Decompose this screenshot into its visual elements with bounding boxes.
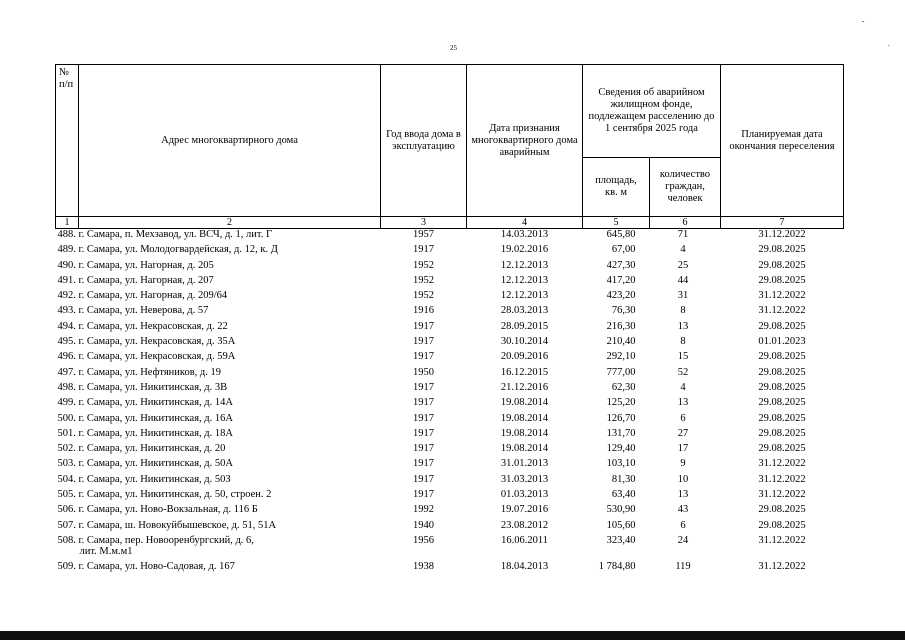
cell-area: 63,40 [611, 489, 636, 501]
relocation-table [55, 64, 844, 576]
cell-planned-date: 29.08.2025 [758, 519, 806, 531]
cell-area: 1 784,80 [598, 560, 636, 572]
cell-year: 1917 [413, 336, 434, 348]
cell-date-recognized: 28.09.2015 [500, 320, 549, 332]
cell-count: 27 [677, 427, 689, 439]
cell-count: 24 [677, 534, 689, 546]
header-count: количество граждан, человек [650, 158, 721, 217]
cell-area: 103,10 [606, 458, 636, 470]
scan-edge [0, 631, 905, 640]
table-row [56, 397, 844, 412]
cell-planned-date: 01.01.2023 [758, 336, 806, 348]
cell-area: 210,40 [606, 336, 636, 348]
cell-year: 1952 [413, 259, 434, 271]
cell-year: 1917 [413, 381, 434, 393]
cell-address: 494. г. Самара, ул. Некрасовская, д. 22 [57, 320, 228, 332]
cell-address: 496. г. Самара, ул. Некрасовская, д. 59А [57, 351, 236, 363]
cell-date-recognized: 16.12.2015 [500, 366, 549, 378]
cell-area: 129,40 [606, 443, 636, 455]
cell-planned-date: 31.12.2022 [758, 534, 806, 546]
cell-date-recognized: 12.12.2013 [500, 290, 549, 302]
scan-mark: - [862, 17, 865, 25]
table-row [56, 413, 844, 428]
table-row [56, 561, 844, 576]
cell-area: 105,60 [606, 519, 636, 531]
cell-year: 1917 [413, 320, 434, 332]
cell-count: 71 [677, 229, 689, 240]
cell-area: 131,70 [606, 427, 636, 439]
header-info-group: Сведения об аварийном жилищном фонде, подлежащем расселению до 1 сентября 2025 года [583, 65, 721, 158]
cell-address: 497. г. Самара, ул. Нефтяников, д. 19 [57, 366, 222, 378]
cell-count: 13 [677, 397, 689, 409]
cell-year: 1917 [413, 473, 434, 485]
cell-area: 125,20 [606, 397, 636, 409]
cell-address: 491. г. Самара, ул. Нагорная, д. 207 [57, 274, 214, 286]
cell-planned-date: 31.12.2022 [758, 458, 806, 470]
header-num: № п/п [56, 65, 79, 217]
cell-date-recognized: 12.12.2013 [500, 274, 549, 286]
table-row [56, 504, 844, 519]
cell-area: 427,30 [606, 259, 636, 271]
scan-mark: . [888, 40, 890, 48]
cell-year: 1917 [413, 351, 434, 363]
cell-address: 490. г. Самара, ул. Нагорная, д. 205 [57, 259, 214, 271]
cell-year: 1956 [413, 534, 434, 546]
cell-count: 15 [677, 351, 689, 363]
cell-date-recognized: 19.07.2016 [500, 504, 549, 516]
cell-count: 4 [680, 244, 686, 256]
cell-planned-date: 29.08.2025 [758, 274, 806, 286]
cell-address: 506. г. Самара, ул. Ново-Вокзальная, д. 116 Б [57, 504, 258, 516]
cell-planned-date: 31.12.2022 [758, 560, 806, 572]
cell-count: 6 [680, 412, 686, 424]
cell-planned-date: 29.08.2025 [758, 320, 806, 332]
column-index: 7 [721, 217, 844, 229]
cell-count: 52 [677, 366, 689, 378]
cell-year: 1917 [413, 443, 434, 455]
cell-address: 505. г. Самара, ул. Никитинская, д. 50, строен. 2 [57, 489, 272, 501]
cell-count: 43 [677, 504, 689, 516]
column-index: 2 [79, 217, 381, 229]
cell-area: 645,80 [606, 229, 636, 240]
table-row [56, 443, 844, 458]
cell-date-recognized: 20.09.2016 [500, 351, 549, 363]
cell-year: 1940 [413, 519, 434, 531]
cell-date-recognized: 19.08.2014 [500, 412, 549, 424]
cell-planned-date: 31.12.2022 [758, 489, 806, 501]
cell-address: 495. г. Самара, ул. Некрасовская, д. 35А [57, 336, 236, 348]
cell-date-recognized: 23.08.2012 [500, 519, 549, 531]
cell-area: 62,30 [611, 381, 636, 393]
cell-area: 423,20 [606, 290, 636, 302]
table-row [56, 489, 844, 504]
cell-address: 503. г. Самара, ул. Никитинская, д. 50А [57, 458, 233, 470]
cell-address: 500. г. Самара, ул. Никитинская, д. 16А [57, 412, 233, 424]
cell-address: 504. г. Самара, ул. Никитинская, д. 50З [57, 473, 231, 485]
table-row [56, 305, 844, 320]
cell-area: 126,70 [606, 412, 636, 424]
cell-year: 1917 [413, 489, 434, 501]
cell-address: 501. г. Самара, ул. Никитинская, д. 18А [57, 427, 233, 439]
cell-count: 44 [677, 274, 689, 286]
cell-area: 76,30 [611, 305, 636, 317]
page-number: 25 [450, 44, 457, 52]
cell-planned-date: 29.08.2025 [758, 244, 806, 256]
cell-address: 502. г. Самара, ул. Никитинская, д. 20 [57, 443, 226, 455]
cell-area: 216,30 [606, 320, 636, 332]
table-row [56, 351, 844, 366]
table-row [56, 229, 844, 245]
cell-year: 1992 [413, 504, 434, 516]
cell-address: 493. г. Самара, ул. Неверова, д. 57 [57, 305, 209, 317]
cell-planned-date: 29.08.2025 [758, 381, 806, 393]
cell-year: 1917 [413, 427, 434, 439]
cell-date-recognized: 19.08.2014 [500, 397, 549, 409]
cell-count: 10 [677, 473, 689, 485]
table-row [56, 535, 844, 561]
cell-date-recognized: 19.02.2016 [500, 244, 549, 256]
table-row [56, 260, 844, 275]
cell-address: 492. г. Самара, ул. Нагорная, д. 209/64 [57, 290, 228, 302]
cell-count: 25 [677, 259, 689, 271]
cell-year: 1952 [413, 290, 434, 302]
table-row [56, 458, 844, 473]
cell-year: 1952 [413, 274, 434, 286]
cell-planned-date: 29.08.2025 [758, 259, 806, 271]
header-date-recognized: Дата признания многоквартирного дома аварийным [467, 65, 583, 217]
cell-address: 499. г. Самара, ул. Никитинская, д. 14А [57, 397, 233, 409]
cell-area: 292,10 [606, 351, 636, 363]
table-row [56, 474, 844, 489]
cell-count: 9 [680, 458, 686, 470]
cell-planned-date: 29.08.2025 [758, 397, 806, 409]
cell-count: 6 [680, 519, 686, 531]
cell-planned-date: 29.08.2025 [758, 412, 806, 424]
cell-planned-date: 31.12.2022 [758, 305, 806, 317]
cell-address: 498. г. Самара, ул. Никитинская, д. 3В [57, 381, 228, 393]
cell-area: 323,40 [606, 534, 636, 546]
cell-year: 1957 [413, 229, 434, 240]
header-planned-date: Планируемая дата окончания переселения [721, 65, 844, 217]
cell-area: 530,90 [606, 504, 636, 516]
cell-planned-date: 29.08.2025 [758, 366, 806, 378]
cell-planned-date: 29.08.2025 [758, 351, 806, 363]
cell-date-recognized: 31.03.2013 [500, 473, 549, 485]
cell-address: 488. г. Самара, п. Мехзавод, ул. ВСЧ, д. 1, лит. Г [57, 229, 273, 240]
column-index: 5 [583, 217, 650, 229]
cell-year: 1917 [413, 244, 434, 256]
cell-count: 119 [675, 560, 691, 572]
cell-date-recognized: 19.08.2014 [500, 427, 549, 439]
cell-date-recognized: 28.03.2013 [500, 305, 549, 317]
cell-date-recognized: 01.03.2013 [500, 489, 549, 501]
cell-area: 67,00 [611, 244, 636, 256]
table-body [56, 229, 844, 577]
cell-address: 489. г. Самара, ул. Молодогвардейская, д. 12, к. Д [57, 244, 278, 256]
table-row [56, 428, 844, 443]
cell-planned-date: 29.08.2025 [758, 504, 806, 516]
cell-address: 507. г. Самара, ш. Новокуйбышевское, д. 51, 51А [57, 519, 277, 531]
cell-year: 1917 [413, 412, 434, 424]
cell-planned-date: 29.08.2025 [758, 427, 806, 439]
cell-year: 1916 [413, 305, 434, 317]
cell-date-recognized: 16.06.2011 [501, 534, 548, 546]
cell-year: 1950 [413, 366, 434, 378]
cell-year: 1938 [413, 560, 434, 572]
table-row [56, 290, 844, 305]
cell-area: 81,30 [611, 473, 636, 485]
cell-date-recognized: 18.04.2013 [500, 560, 549, 572]
table-row [56, 321, 844, 336]
cell-count: 8 [680, 305, 686, 317]
cell-planned-date: 31.12.2022 [758, 290, 806, 302]
cell-count: 8 [680, 336, 686, 348]
table-row [56, 244, 844, 259]
header-address: Адрес многоквартирного дома [79, 65, 381, 217]
cell-year: 1917 [413, 397, 434, 409]
cell-date-recognized: 19.08.2014 [500, 443, 549, 455]
cell-count: 13 [677, 320, 689, 332]
cell-address: 508. г. Самара, пер. Новооренбургский, д. 6, лит. М.м.м1 [57, 534, 254, 557]
cell-year: 1917 [413, 458, 434, 470]
header-year: Год ввода дома в эксплуатацию [381, 65, 467, 217]
cell-count: 13 [677, 489, 689, 501]
cell-count: 4 [680, 381, 686, 393]
cell-count: 31 [677, 290, 689, 302]
cell-planned-date: 31.12.2022 [758, 229, 806, 240]
table-row [56, 382, 844, 397]
cell-date-recognized: 14.03.2013 [500, 229, 549, 240]
cell-area: 417,20 [606, 274, 636, 286]
column-index: 3 [381, 217, 467, 229]
cell-count: 17 [677, 443, 689, 455]
column-index: 4 [467, 217, 583, 229]
cell-planned-date: 29.08.2025 [758, 443, 806, 455]
cell-date-recognized: 31.01.2013 [500, 458, 549, 470]
table-row [56, 336, 844, 351]
cell-address: 509. г. Самара, ул. Ново-Садовая, д. 167 [57, 560, 235, 572]
header-area: площадь, кв. м [583, 158, 650, 217]
table-row [56, 520, 844, 535]
cell-date-recognized: 30.10.2014 [500, 336, 549, 348]
cell-date-recognized: 21.12.2016 [500, 381, 549, 393]
cell-area: 777,00 [606, 366, 636, 378]
table-row [56, 275, 844, 290]
column-index: 6 [650, 217, 721, 229]
cell-date-recognized: 12.12.2013 [500, 259, 549, 271]
cell-planned-date: 31.12.2022 [758, 473, 806, 485]
table-row [56, 367, 844, 382]
column-index: 1 [56, 217, 79, 229]
